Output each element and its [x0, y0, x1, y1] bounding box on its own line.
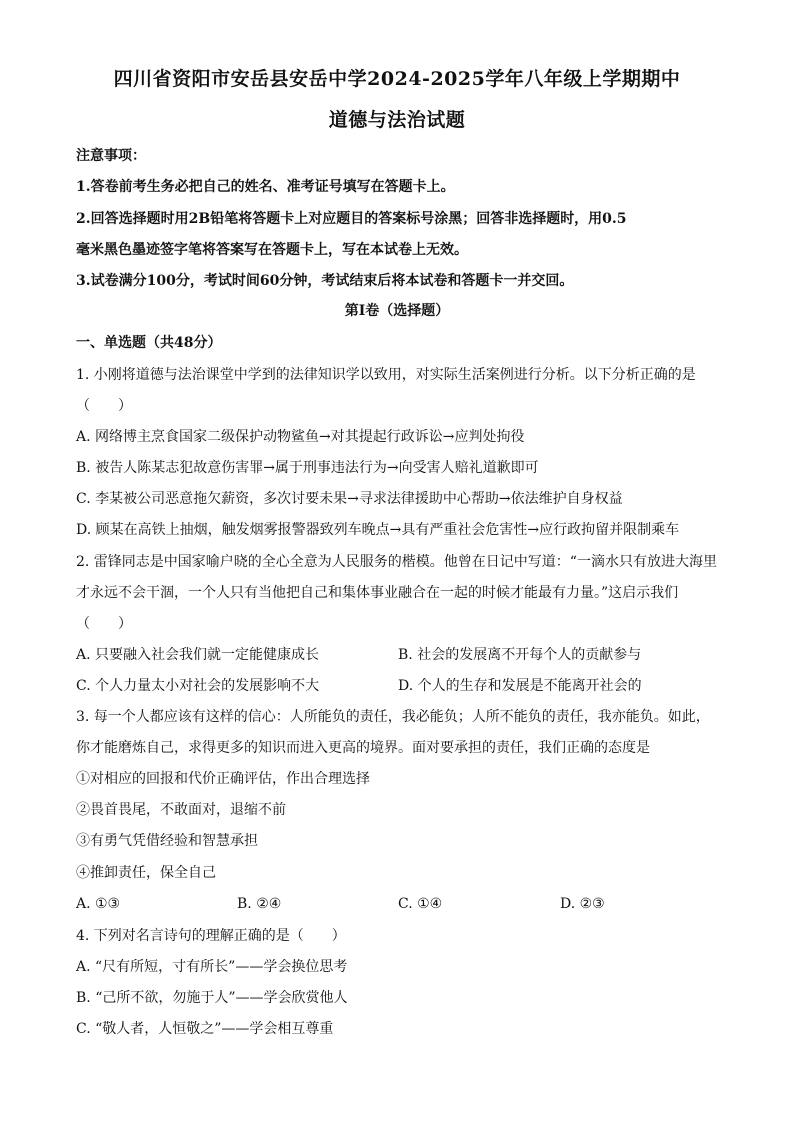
q4-option-b: B. “己所不欲，勿施于人”——学会欣赏他人	[76, 990, 348, 1006]
q1-stem: 1. 小刚将道德与法治课堂中学到的法律知识学以致用，对实际生活案例进行分析。以下分析正确的是	[76, 367, 696, 383]
q3-item-2: ②畏首畏尾，不敢面对，退缩不前	[76, 802, 286, 818]
section-title: 一、单选题（共48分）	[76, 335, 222, 351]
q3-item-3: ③有勇气凭借经验和智慧承担	[76, 833, 258, 849]
q3-stem-line2: 你才能磨炼自己，求得更多的知识而进入更高的境界。面对要承担的责任，我们正确的态度是	[76, 740, 650, 756]
q3-option-c: C. ①④	[398, 896, 443, 912]
q1-blank: （ ）	[76, 398, 132, 414]
note-2-line1: 2.回答选择题时用2B铅笔将答题卡上对应题目的答案标号涂黑；回答非选择题时，用0.5	[76, 211, 627, 227]
q2-option-c: C. 个人力量太小对社会的发展影响不大	[76, 678, 320, 694]
note-2-line2: 毫米黑色墨迹签字笔将答案写在答题卡上，写在本试卷上无效。	[76, 242, 468, 258]
q2-option-d: D. 个人的生存和发展是不能离开社会的	[398, 678, 642, 694]
exam-title-line1: 四川省资阳市安岳县安岳中学2024-2025学年八年级上学期期中	[113, 68, 681, 90]
note-1: 1.答卷前考生务必把自己的姓名、准考证号填写在答题卡上。	[76, 179, 455, 195]
notes-heading: 注意事项：	[76, 148, 146, 164]
q3-option-d: D. ②③	[560, 896, 605, 912]
q2-stem-line1: 2. 雷锋同志是中国家喻户晓的全心全意为人民服务的楷模。他曾在日记中写道：“一滴水只有放进大海里	[76, 554, 717, 570]
q1-option-d: D. 顾某在高铁上抽烟，触发烟雾报警器致列车晚点→具有严重社会危害性→应行政拘留并限制乘车	[76, 522, 680, 538]
q4-option-a: A. “尺有所短，寸有所长”——学会换位思考	[76, 959, 348, 975]
q3-item-1: ①对相应的回报和代价正确评估，作出合理选择	[76, 771, 370, 787]
q2-option-b: B. 社会的发展离不开每个人的贡献参与	[398, 647, 642, 663]
q4-stem: 4. 下列对名言诗句的理解正确的是（ ）	[76, 928, 346, 944]
part-title: 第I卷（选择题）	[344, 303, 450, 319]
q2-stem-line2: 才永远不会干涸，一个人只有当他把自己和集体事业融合在一起的时候才能最有力量。”这启示我们	[76, 585, 679, 601]
exam-title-line2: 道德与法治试题	[328, 109, 466, 131]
q2-option-a: A. 只要融入社会我们就一定能健康成长	[76, 647, 320, 663]
q4-option-c: C. “敬人者，人恒敬之”——学会相互尊重	[76, 1021, 334, 1037]
q3-option-a: A. ①③	[76, 896, 121, 912]
q3-stem-line1: 3. 每一个人都应该有这样的信心：人所能负的责任，我必能负；人所不能负的责任，我亦能负。如此，	[76, 709, 710, 725]
q1-option-a: A. 网络博主烹食国家二级保护动物鲨鱼→对其提起行政诉讼→应判处拘役	[76, 429, 525, 445]
q3-item-4: ④推卸责任，保全自己	[76, 865, 216, 881]
note-3: 3.试卷满分100分，考试时间60分钟，考试结束后将本试卷和答题卡一并交回。	[76, 273, 574, 289]
q1-option-b: B. 被告人陈某志犯故意伤害罪→属于刑事违法行为→向受害人赔礼道歉即可	[76, 460, 539, 476]
q3-option-b: B. ②④	[237, 896, 282, 912]
q2-blank: （ ）	[76, 616, 132, 632]
q1-option-c: C. 李某被公司恶意拖欠薪资，多次讨要未果→寻求法律援助中心帮助→依法维护自身权益	[76, 491, 623, 507]
